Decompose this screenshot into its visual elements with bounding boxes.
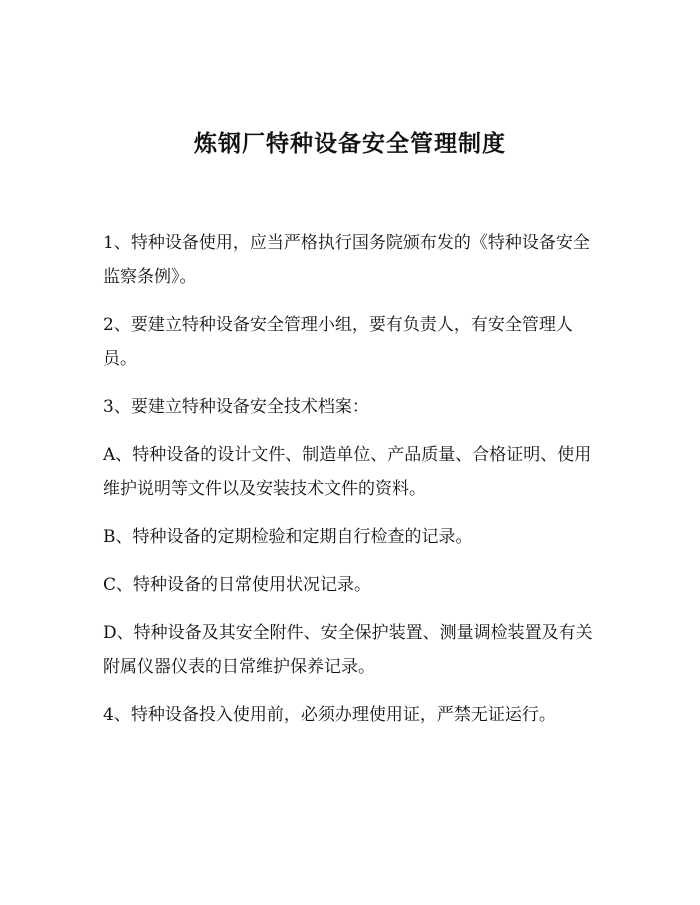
document-title: 炼钢厂特种设备安全管理制度 <box>194 130 506 157</box>
paragraph-3: 3、要建立特种设备安全技术档案： <box>103 397 369 417</box>
paragraph-b: B、特种设备的定期检验和定期自行检查的记录。 <box>103 527 473 547</box>
paragraph-c: C、特种设备的日常使用状况记录。 <box>103 575 372 595</box>
paragraph-a: A、特种设备的设计文件、制造单位、产品质量、合格证明、使用维护说明等文件以及安装技术文件的资料。 <box>103 445 592 499</box>
paragraph-4: 4、特种设备投入使用前，必须办理使用证，严禁无证运行。 <box>103 705 556 725</box>
document-body <box>103 226 595 746</box>
paragraph-1: 1、特种设备使用，应当严格执行国务院颁布发的《特种设备安全监察条例》。 <box>103 233 590 287</box>
paragraph-2: 2、要建立特种设备安全管理小组，要有负责人，有安全管理人员。 <box>103 315 573 369</box>
paragraph-d: D、特种设备及其安全附件、安全保护装置、测量调检装置及有关附属仪器仪表的日常维护保养记录。 <box>103 623 593 677</box>
